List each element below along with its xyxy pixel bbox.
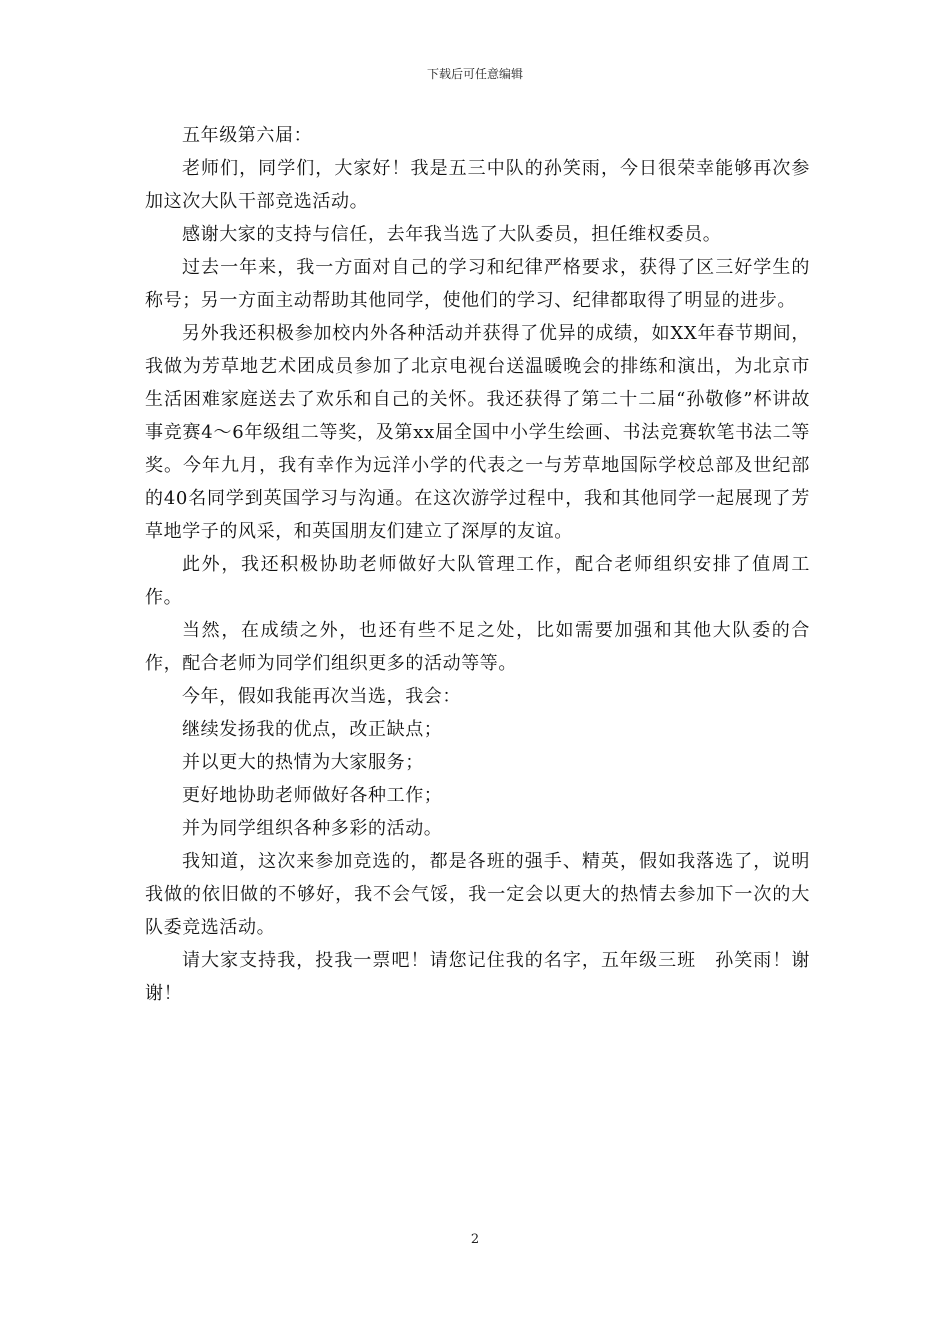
paragraph-activities: 另外我还积极参加校内外各种活动并获得了优异的成绩，如XX年春节期间，我做为芳草地艺术团成员参加了北京电视台送温暖晚会的排练和演出，为北京市生活困难家庭送去了欢乐和自己的关怀。我还获得了第二十二届“孙敬修”杯讲故事竞赛4～6年级组二等奖，及第xx届全国中小学生绘画、书法竞赛软笔书法二等奖。今年九月，我有幸作为远洋小学的代表之一与芳草地国际学校总部及世纪部的40名同学到英国学习与沟通。在这次游学过程中，我和其他同学一起展现了芳草地学子的风采，和英国朋友们建立了深厚的友谊。 <box>145 323 810 542</box>
page-number: 2 <box>470 1232 480 1247</box>
paragraph-thanks: 感谢大家的支持与信任，去年我当选了大队委员，担任维权委员。 <box>182 224 722 245</box>
paragraph-introduction: 老师们，同学们，大家好！我是五三中队的孙笑雨，今日很荣幸能够再次参加这次大队干部竞选活动。 <box>145 158 810 212</box>
paragraph-past-year: 过去一年来，我一方面对自己的学习和纪律严格要求，获得了区三好学生的称号；另一方面主动帮助其他同学，使他们的学习、纪律都取得了明显的进步。 <box>145 257 810 311</box>
paragraph-pledge-intro: 今年，假如我能再次当选，我会： <box>182 686 461 707</box>
paragraph-greeting-title: 五年级第六届： <box>182 125 313 146</box>
paragraph-closing: 请大家支持我，投我一票吧！请您记住我的名字，五年级三班 孙笑雨！谢谢！ <box>145 950 810 1004</box>
paragraph-management-work: 此外，我还积极协助老师做好大队管理工作，配合老师组织安排了值周工作。 <box>145 554 810 608</box>
paragraph-shortcomings: 当然，在成绩之外，也还有些不足之处，比如需要加强和其他大队委的合作，配合老师为同学们组织更多的活动等等。 <box>145 620 810 674</box>
paragraph-pledge-3: 更好地协助老师做好各种工作； <box>182 785 443 806</box>
paragraph-if-defeated: 我知道，这次来参加竞选的，都是各班的强手、精英，假如我落选了，说明我做的依旧做的不够好，我不会气馁，我一定会以更大的热情去参加下一次的大队委竞选活动。 <box>145 851 810 938</box>
page-header-note: 下载后可任意编辑 <box>426 67 523 81</box>
paragraph-pledge-2: 并以更大的热情为大家服务； <box>182 752 424 773</box>
paragraph-pledge-1: 继续发扬我的优点，改正缺点； <box>182 719 443 740</box>
document-body <box>145 119 810 1010</box>
paragraph-pledge-4: 并为同学组织各种多彩的活动。 <box>182 818 443 839</box>
